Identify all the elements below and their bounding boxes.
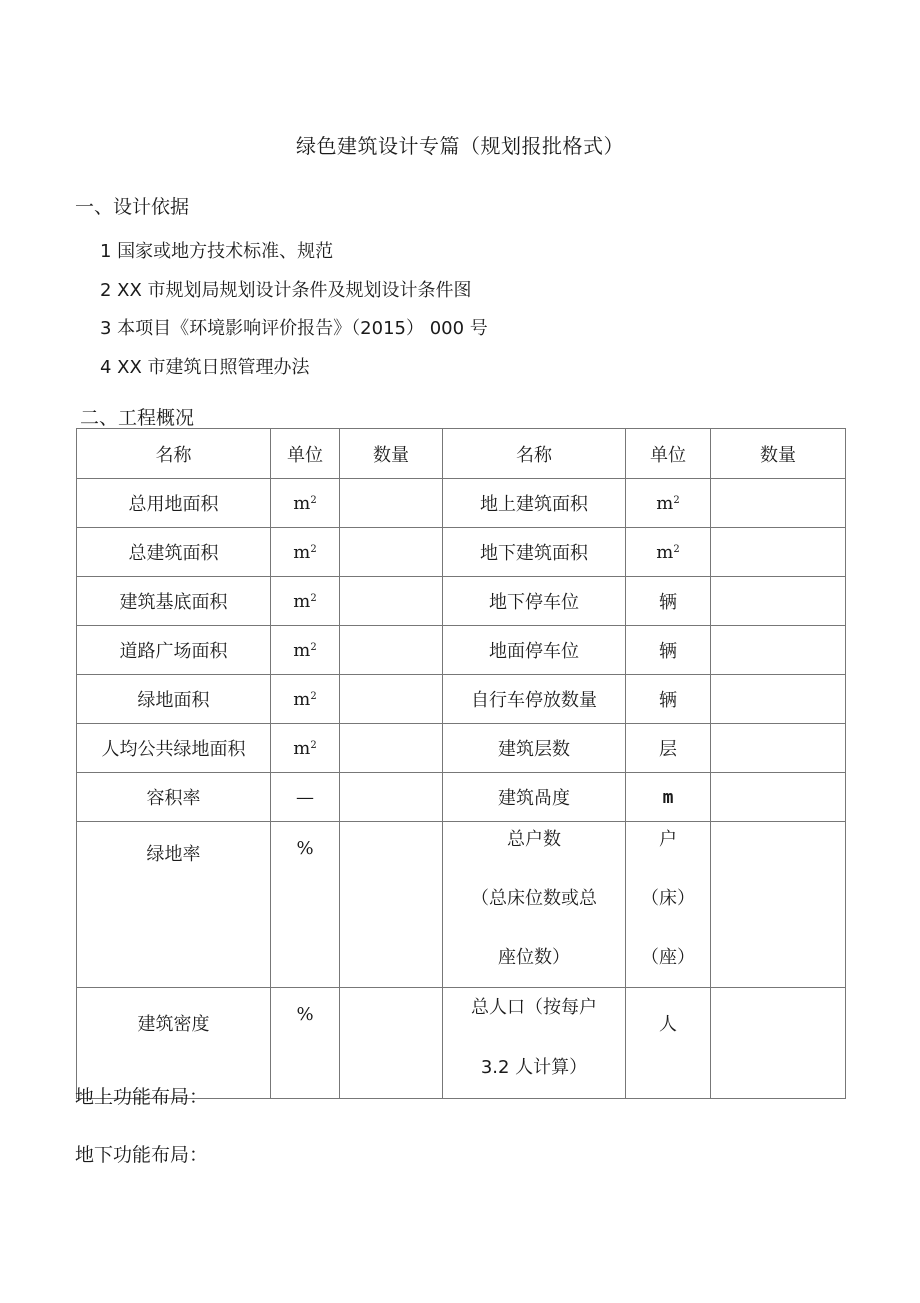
cell-name: 自行车停放数量	[443, 675, 626, 724]
cell-unit: 辆	[626, 675, 711, 724]
cell-quantity	[711, 988, 846, 1099]
header-cell: 数量	[711, 429, 846, 479]
cell-unit: m	[626, 773, 711, 822]
cell-unit: —	[271, 773, 340, 822]
cell-line: （床）	[641, 888, 695, 909]
cell-name: 容积率	[77, 773, 271, 822]
cell-quantity	[711, 822, 846, 988]
cell-name	[443, 988, 626, 1099]
list-item: 2 XX 市规划局规划设计条件及规划设计条件图	[100, 279, 472, 301]
cell-quantity	[711, 528, 846, 577]
cell-name: 道路广场面积	[77, 626, 271, 675]
cell-name: 绿地率	[77, 822, 271, 988]
project-overview-table	[76, 428, 846, 1099]
cell-name: 地下停车位	[443, 577, 626, 626]
cell-name	[443, 822, 626, 988]
cell-name: 总建筑面积	[77, 528, 271, 577]
cell-quantity	[711, 479, 846, 528]
section-heading-design-basis: 一、设计依据	[75, 196, 190, 218]
cell-quantity	[711, 675, 846, 724]
cell-line: 总户数	[507, 829, 561, 850]
header-cell: 单位	[626, 429, 711, 479]
cell-unit	[626, 822, 711, 988]
table-header-row	[77, 429, 846, 479]
cell-name: 地上建筑面积	[443, 479, 626, 528]
header-cell: 名称	[443, 429, 626, 479]
cell-line: 座位数）	[498, 947, 570, 968]
cell-name: 建筑层数	[443, 724, 626, 773]
table-row	[77, 724, 846, 773]
header-cell: 数量	[340, 429, 443, 479]
cell-name: 地面停车位	[443, 626, 626, 675]
below-ground-layout-label: 地下功能布局：	[75, 1144, 209, 1166]
cell-unit: %	[271, 822, 340, 988]
cell-unit: 层	[626, 724, 711, 773]
cell-unit: %	[271, 988, 340, 1099]
cell-unit: 辆	[626, 626, 711, 675]
cell-quantity	[340, 528, 443, 577]
cell-line: 户	[659, 829, 677, 850]
cell-name: 建筑咼度	[443, 773, 626, 822]
cell-unit: $m^2$	[271, 479, 340, 528]
cell-name: 建筑密度	[77, 988, 271, 1099]
cell-quantity	[340, 479, 443, 528]
cell-name: 绿地面积	[77, 675, 271, 724]
cell-unit: $m^2$	[271, 724, 340, 773]
table-row-green-rate	[77, 822, 846, 988]
cell-quantity	[340, 822, 443, 988]
cell-quantity	[340, 577, 443, 626]
cell-unit: $m^2$	[626, 479, 711, 528]
list-item: 3 本项目《环境影响评价报告》（2015） 000 号	[100, 318, 488, 339]
cell-quantity	[711, 773, 846, 822]
table-row	[77, 773, 846, 822]
cell-quantity	[711, 724, 846, 773]
cell-unit: $m^2$	[271, 577, 340, 626]
cell-unit: $m^2$	[271, 626, 340, 675]
cell-unit: $m^2$	[626, 528, 711, 577]
cell-quantity	[340, 724, 443, 773]
header-cell: 单位	[271, 429, 340, 479]
table-row	[77, 675, 846, 724]
cell-line: 3.2 人计算）	[480, 1057, 588, 1078]
cell-unit: $m^2$	[271, 528, 340, 577]
cell-line: （总床位数或总	[471, 888, 597, 909]
cell-quantity	[340, 626, 443, 675]
design-basis-list	[100, 240, 488, 394]
list-item: 1 国家或地方技术标准、规范	[100, 241, 334, 262]
cell-quantity	[340, 988, 443, 1099]
cell-unit: $m^2$	[271, 675, 340, 724]
page-title: 绿色建筑设计专篇（规划报批格式）	[296, 134, 624, 158]
cell-line: 总人口（按每户	[471, 997, 597, 1018]
table-row	[77, 626, 846, 675]
cell-line: （座）	[641, 947, 695, 968]
cell-name: 建筑基底面积	[77, 577, 271, 626]
table-row	[77, 577, 846, 626]
above-ground-layout-label: 地上功能布局：	[75, 1086, 209, 1108]
cell-unit: 人	[626, 988, 711, 1099]
cell-name: 地下建筑面积	[443, 528, 626, 577]
cell-quantity	[711, 577, 846, 626]
table-row	[77, 479, 846, 528]
cell-quantity	[340, 773, 443, 822]
cell-quantity	[711, 626, 846, 675]
list-item: 4 XX 市建筑日照管理办法	[100, 356, 310, 378]
header-cell: 名称	[77, 429, 271, 479]
cell-unit: 辆	[626, 577, 711, 626]
cell-name: 总用地面积	[77, 479, 271, 528]
table-row	[77, 528, 846, 577]
cell-name: 人均公共绿地面积	[77, 724, 271, 773]
cell-quantity	[340, 675, 443, 724]
section-heading-project-overview: 二、工程概况	[80, 407, 195, 429]
